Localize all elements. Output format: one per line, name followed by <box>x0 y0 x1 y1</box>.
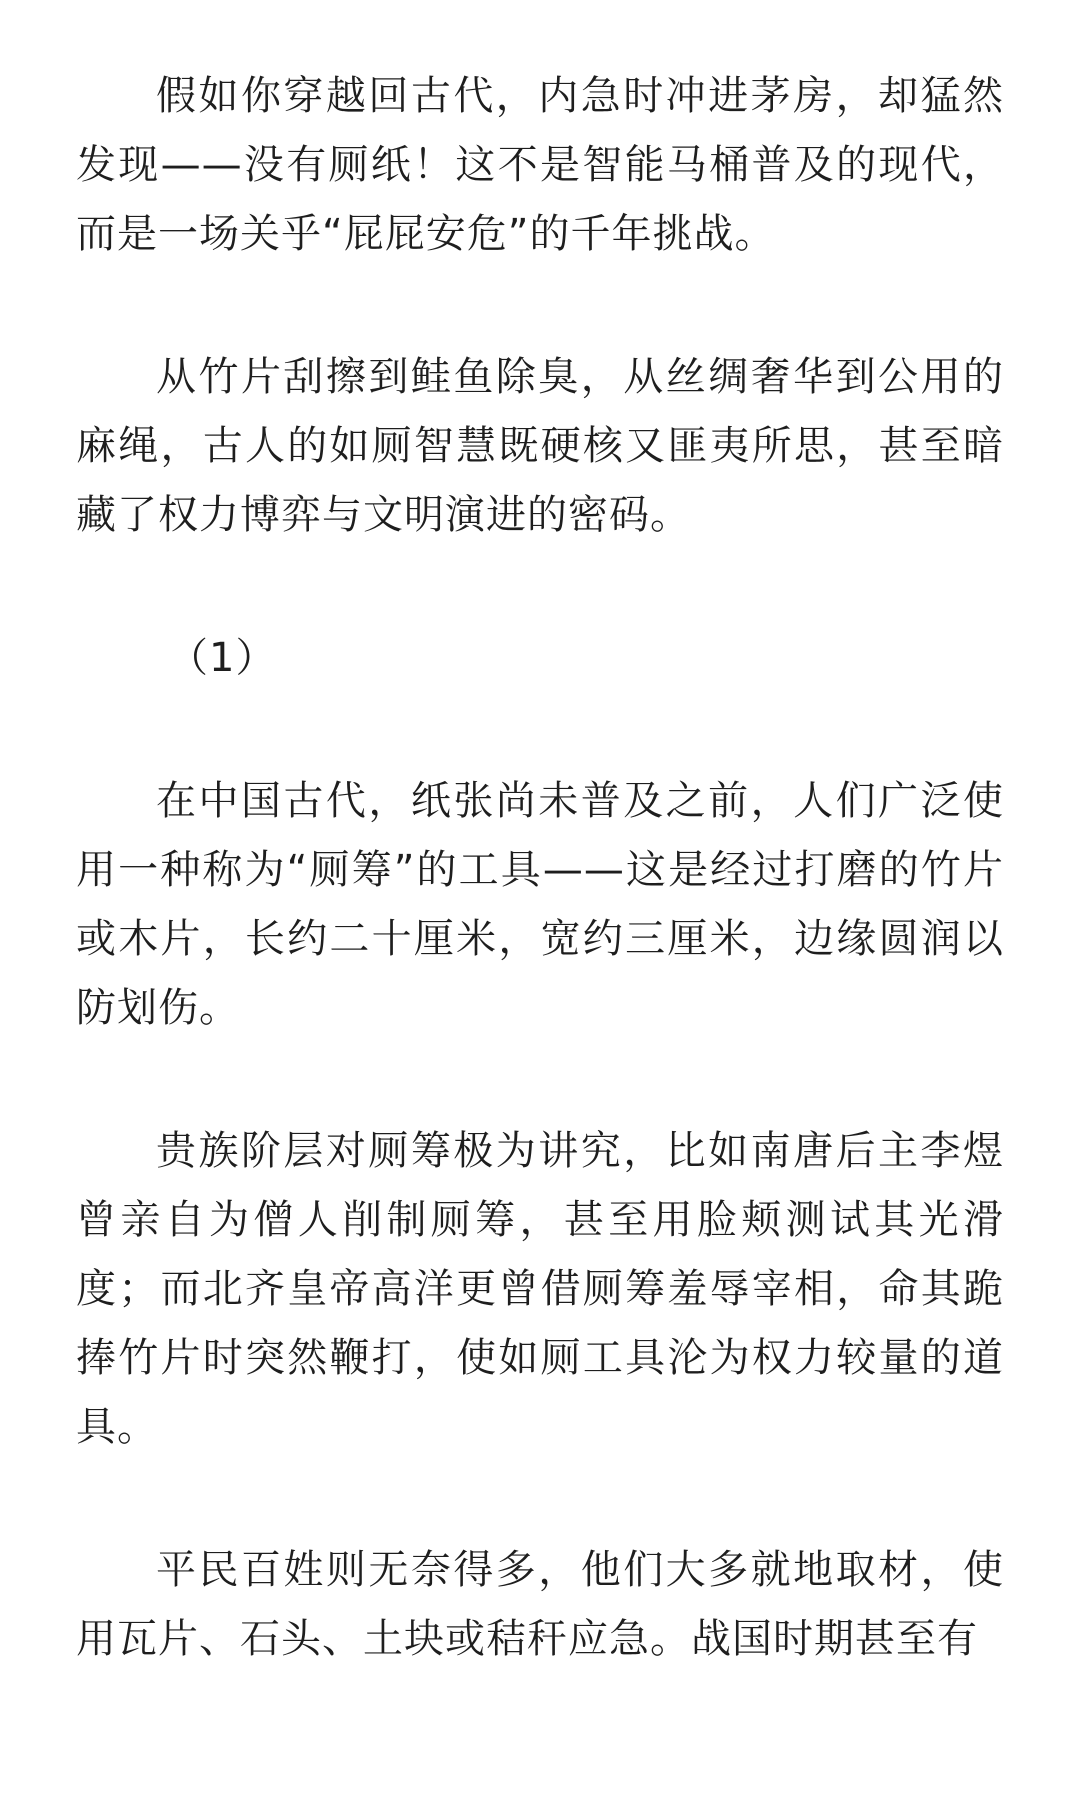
paragraph-summary: 从竹片刮擦到鲑鱼除臭，从丝绸奢华到公用的麻绳，古人的如厕智慧既硬核又匪夷所思，甚至暗藏了权力博弈与文明演进的密码。 <box>76 354 1004 538</box>
paragraph-cechou: 在中国古代，纸张尚未普及之前，人们广泛使用一种称为“厕筹”的工具——这是经过打磨的竹片或木片，长约二十厘米，宽约三厘米，边缘圆润以防划伤。 <box>76 778 1004 1031</box>
paragraph-commoners: 平民百姓则无奈得多，他们大多就地取材，使用瓦片、石头、土块或秸秆应急。战国时期甚至有 <box>76 1547 1004 1662</box>
section-number: （1） <box>168 635 277 681</box>
paragraph-intro: 假如你穿越回古代，内急时冲进茅房，却猛然发现——没有厕纸！这不是智能马桶普及的现代，而是一场关乎“屁屁安危”的千年挑战。 <box>76 73 1004 257</box>
paragraph-nobility: 贵族阶层对厕筹极为讲究，比如南唐后主李煜曾亲自为僧人削制厕筹，甚至用脸颊测试其光滑度；而北齐皇帝高洋更曾借厕筹羞辱宰相，命其跪捧竹片时突然鞭打，使如厕工具沦为权力较量的道具。 <box>76 1128 1004 1450</box>
article-body <box>76 62 1004 1674</box>
